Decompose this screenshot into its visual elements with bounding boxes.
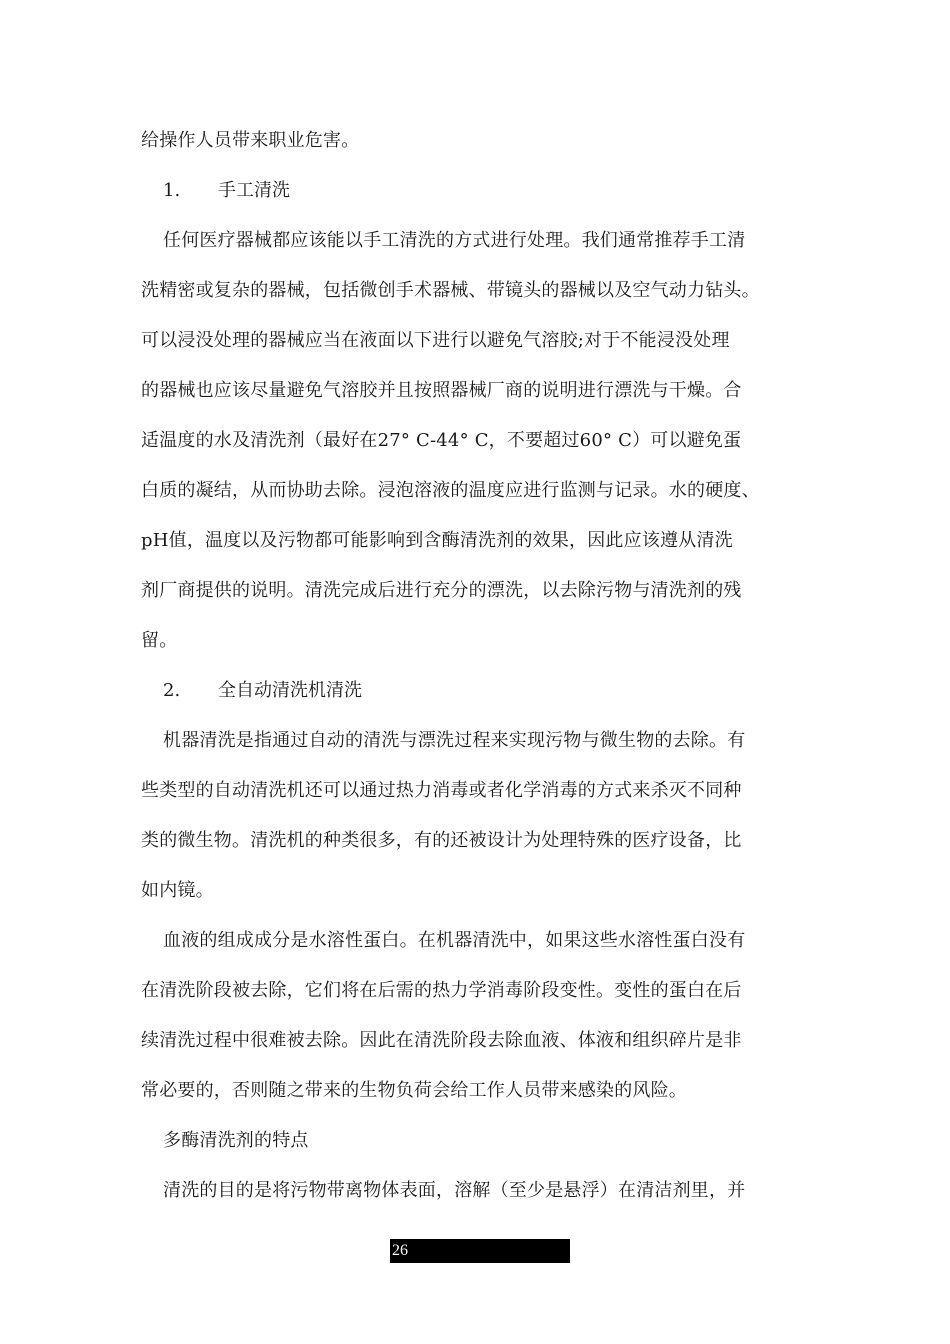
text-line: 任何医疗器械都应该能以手工清洗的方式进行处理。我们通常推荐手工清 <box>163 230 746 251</box>
text-line: 些类型的自动清洗机还可以通过热力消毒或者化学消毒的方式来杀灭不同种 <box>141 780 742 801</box>
text-line: 在清洗阶段被去除，它们将在后需的热力学消毒阶段变性。变性的蛋白在后 <box>141 980 742 1001</box>
text-line: 清洗的目的是将污物带离物体表面，溶解（至少是悬浮）在清洁剂里，并 <box>163 1180 746 1201</box>
text-line: 可以浸没处理的器械应当在液面以下进行以避免气溶胶;对于不能浸没处理 <box>141 330 730 351</box>
text-line: pH值，温度以及污物都可能影响到含酶清洗剂的效果，因此应该遵从清洗 <box>141 530 733 551</box>
text-line: 给操作人员带来职业危害。 <box>141 130 360 151</box>
section-number: 1. <box>163 180 181 201</box>
section-heading: 手工清洗 <box>218 180 290 201</box>
text-line: 白质的凝结，从而协助去除。浸泡溶液的温度应进行监测与记录。水的硬度、 <box>141 480 760 501</box>
section-number: 2. <box>163 680 181 701</box>
text-line: 机器清洗是指通过自动的清洗与漂洗过程来实现污物与微生物的去除。有 <box>163 730 746 751</box>
text-line: 如内镜。 <box>141 880 214 901</box>
text-line: 常必要的，否则随之带来的生物负荷会给工作人员带来感染的风险。 <box>141 1080 687 1101</box>
text-line: 续清洗过程中很难被去除。因此在清洗阶段去除血液、体液和组织碎片是非 <box>141 1030 742 1051</box>
text-line: 血液的组成成分是水溶性蛋白。在机器清洗中，如果这些水溶性蛋白没有 <box>163 930 746 951</box>
text-line: 类的微生物。清洗机的种类很多，有的还被设计为处理特殊的医疗设备，比 <box>141 830 742 851</box>
page-number: 26 <box>392 1242 408 1259</box>
text-line: 留。 <box>141 630 178 651</box>
text-line: 剂厂商提供的说明。清洗完成后进行充分的漂洗，以去除污物与清洗剂的残 <box>141 580 742 601</box>
page-number-bar <box>390 1239 570 1263</box>
text-line: 适温度的水及清洗剂（最好在27° C-44° C，不要超过60° C）可以避免蛋 <box>141 430 742 451</box>
text-line: 洗精密或复杂的器械，包括微创手术器械、带镜头的器械以及空气动力钻头。 <box>141 280 760 301</box>
subheading: 多酶清洗剂的特点 <box>163 1130 309 1151</box>
text-line: 的器械也应该尽量避免气溶胶并且按照器械厂商的说明进行漂洗与干燥。合 <box>141 380 742 401</box>
section-heading: 全自动清洗机清洗 <box>218 680 362 701</box>
